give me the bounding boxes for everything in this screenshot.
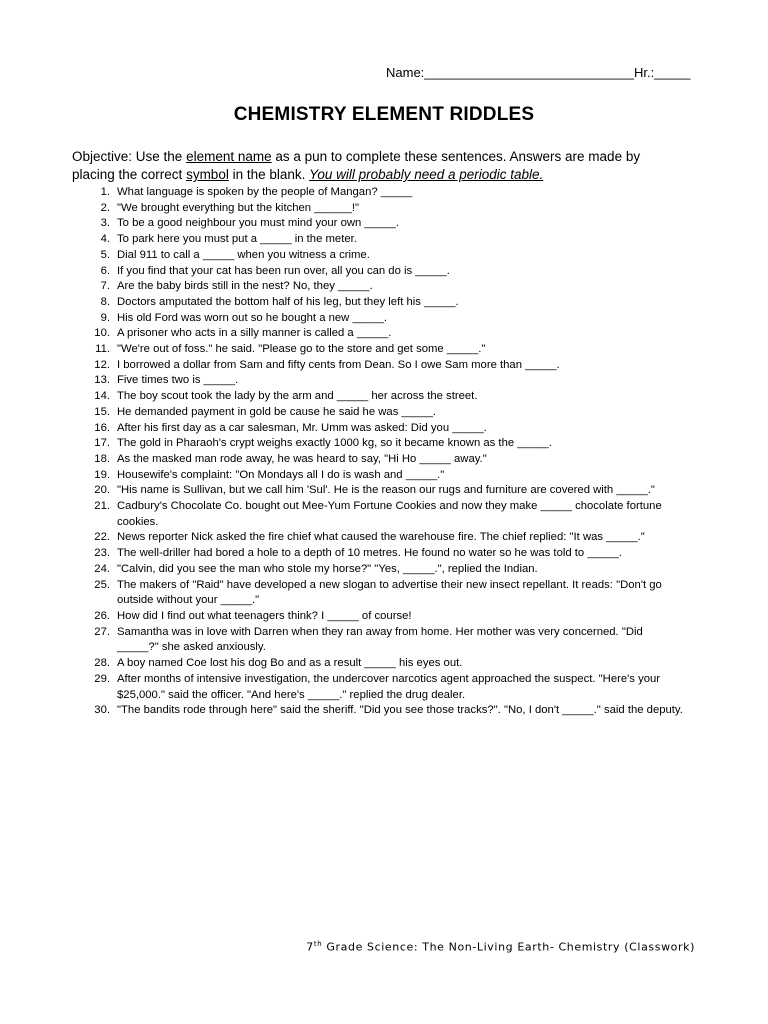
riddle-number: 22. xyxy=(94,531,110,544)
riddle-text: His old Ford was worn out so he bought a new _____. xyxy=(117,311,388,324)
riddle-text: Five times two is _____. xyxy=(117,374,239,387)
riddle-text: If you find that your cat has been run over, all you can do is _____. xyxy=(117,264,450,277)
riddle-text: The makers of "Raid" have developed a new slogan to advertise their new insect repellant. It reads: "Don't go outside without your _____." xyxy=(117,578,662,607)
riddle-number: 16. xyxy=(94,421,110,434)
riddle-number: 25. xyxy=(94,578,110,591)
riddle-item xyxy=(72,264,684,280)
riddle-number: 7. xyxy=(100,280,110,293)
riddle-item xyxy=(72,483,684,499)
riddle-text: Samantha was in love with Darren when they ran away from home. Her mother was very concerned. "Did _____?" she asked anxiously. xyxy=(117,625,643,654)
riddle-number: 27. xyxy=(94,625,110,638)
riddle-item xyxy=(72,656,684,672)
riddle-text: To park here you must put a _____ in the meter. xyxy=(117,233,357,246)
riddle-item xyxy=(72,311,684,327)
riddle-number: 9. xyxy=(100,311,110,324)
riddle-item xyxy=(72,216,684,232)
riddle-text: "His name is Sullivan, but we call him 'Sul'. He is the reason our rugs and furniture are covered with _____." xyxy=(117,484,655,497)
riddle-item xyxy=(72,248,684,264)
riddle-text: "We brought everything but the kitchen ______!" xyxy=(117,201,360,214)
riddle-number: 23. xyxy=(94,547,110,560)
riddle-item xyxy=(72,625,684,656)
riddle-text: A boy named Coe lost his dog Bo and as a result _____ his eyes out. xyxy=(117,657,463,670)
riddle-text: After his first day as a car salesman, Mr. Umm was asked: Did you _____. xyxy=(117,421,487,434)
riddle-number: 10. xyxy=(94,327,110,340)
riddle-text: What language is spoken by the people of Mangan? _____ xyxy=(117,186,413,198)
riddle-number: 13. xyxy=(94,374,110,387)
riddle-number: 20. xyxy=(94,484,110,497)
riddle-number: 2. xyxy=(100,201,110,214)
riddle-item xyxy=(72,703,684,719)
page-title: CHEMISTRY ELEMENT RIDDLES xyxy=(233,104,535,125)
riddle-item xyxy=(72,279,684,295)
footer-course: Grade Science: The Non-Living Earth- Chemistry (Classwork) xyxy=(322,940,695,954)
objective-text-1: Objective: Use the xyxy=(72,149,187,164)
riddle-number: 5. xyxy=(100,248,110,261)
riddle-item xyxy=(72,609,684,625)
riddle-text: The gold in Pharaoh's crypt weighs exactly 1000 kg, so it became known as the _____. xyxy=(117,437,552,450)
riddle-item xyxy=(72,389,684,405)
riddle-number: 3. xyxy=(100,217,110,230)
riddle-text: How did I find out what teenagers think? I _____ of course! xyxy=(117,609,412,622)
riddle-text: A prisoner who acts in a silly manner is called a _____. xyxy=(117,327,392,340)
name-hour-line: Name:_____________________________Hr.:_____ xyxy=(386,65,691,80)
riddle-text: Housewife's complaint: "On Mondays all I do is wash and _____." xyxy=(117,468,445,481)
riddle-number: 29. xyxy=(94,672,110,685)
riddle-item xyxy=(72,672,684,703)
riddle-item xyxy=(72,530,684,546)
riddle-text: Doctors amputated the bottom half of his leg, but they left his _____. xyxy=(117,295,459,308)
riddle-number: 4. xyxy=(100,233,110,246)
riddle-item xyxy=(72,295,684,311)
riddle-number: 6. xyxy=(100,264,110,277)
riddle-item xyxy=(72,326,684,342)
footer-grade: 7 xyxy=(306,940,314,954)
riddle-number: 17. xyxy=(94,437,110,450)
riddle-number: 19. xyxy=(94,468,110,481)
riddle-item xyxy=(72,421,684,437)
riddle-number: 11. xyxy=(95,343,110,356)
riddle-number: 24. xyxy=(94,562,110,575)
riddle-number: 14. xyxy=(94,390,110,403)
riddle-item xyxy=(72,232,684,248)
riddle-item xyxy=(72,452,684,468)
riddle-number: 18. xyxy=(94,452,110,465)
footer-ordinal: th xyxy=(313,940,323,948)
riddle-item xyxy=(72,499,684,530)
riddle-number: 30. xyxy=(94,704,110,717)
riddle-item xyxy=(72,468,684,484)
riddle-item xyxy=(72,358,684,374)
riddle-text: Dial 911 to call a _____ when you witness a crime. xyxy=(117,248,370,261)
riddle-item xyxy=(72,562,684,578)
riddle-text: The well-driller had bored a hole to a depth of 10 metres. He found no water so he was told to _____. xyxy=(117,547,622,560)
riddle-text: I borrowed a dollar from Sam and fifty cents from Dean. So I owe Sam more than _____. xyxy=(117,358,560,371)
riddle-item xyxy=(72,578,684,609)
riddle-item xyxy=(72,201,684,217)
riddle-number: 28. xyxy=(94,657,110,670)
riddle-item xyxy=(72,546,684,562)
objective-text-2: as a pun to complete these sentences. Answers are made by placing the correct xyxy=(72,149,641,182)
element-name-term: element name xyxy=(186,149,272,164)
riddle-text: Are the baby birds still in the nest? No, they _____. xyxy=(117,280,373,293)
riddle-text: News reporter Nick asked the fire chief what caused the warehouse fire. The chief replied: "It was _____." xyxy=(117,531,645,544)
periodic-table-note: You will probably need a periodic table. xyxy=(309,167,544,182)
objective-paragraph xyxy=(72,148,672,184)
riddle-item xyxy=(72,405,684,421)
riddle-text: "Calvin, did you see the man who stole my horse?" "Yes, _____.", replied the Indian. xyxy=(117,562,538,575)
riddle-number: 12. xyxy=(94,358,110,371)
riddle-item xyxy=(72,436,684,452)
riddle-number: 26. xyxy=(94,609,110,622)
riddle-text: "The bandits rode through here" said the sheriff. "Did you see those tracks?". "No, I don't _____." said the deputy. xyxy=(117,704,683,717)
riddle-text: He demanded payment in gold be cause he said he was _____. xyxy=(117,405,437,418)
riddle-item xyxy=(72,185,684,201)
riddle-text: "We're out of foss." he said. "Please go to the store and get some _____." xyxy=(117,343,486,356)
footer xyxy=(306,940,695,954)
riddle-number: 8. xyxy=(100,295,110,308)
riddle-number: 21. xyxy=(94,500,110,513)
symbol-term: symbol xyxy=(186,167,229,182)
riddle-list xyxy=(72,185,684,719)
riddle-text: Cadbury's Chocolate Co. bought out Mee-Yum Fortune Cookies and now they make _____ chocolate fortune cookies. xyxy=(117,500,662,528)
riddle-number: 1. xyxy=(100,186,110,198)
riddle-text: After months of intensive investigation, the undercover narcotics agent approached the suspect. "Here's your $25,000." said the officer. "And here's _____." replied the drug dealer. xyxy=(117,672,661,701)
riddle-text: To be a good neighbour you must mind your own _____. xyxy=(117,217,399,230)
riddle-item xyxy=(72,342,684,358)
riddle-item xyxy=(72,373,684,389)
riddle-number: 15. xyxy=(94,405,110,418)
riddle-text: The boy scout took the lady by the arm and _____ her across the street. xyxy=(117,390,478,403)
objective-text-3: in the blank. xyxy=(228,167,310,182)
riddle-text: As the masked man rode away, he was heard to say, "Hi Ho _____ away." xyxy=(117,452,487,465)
